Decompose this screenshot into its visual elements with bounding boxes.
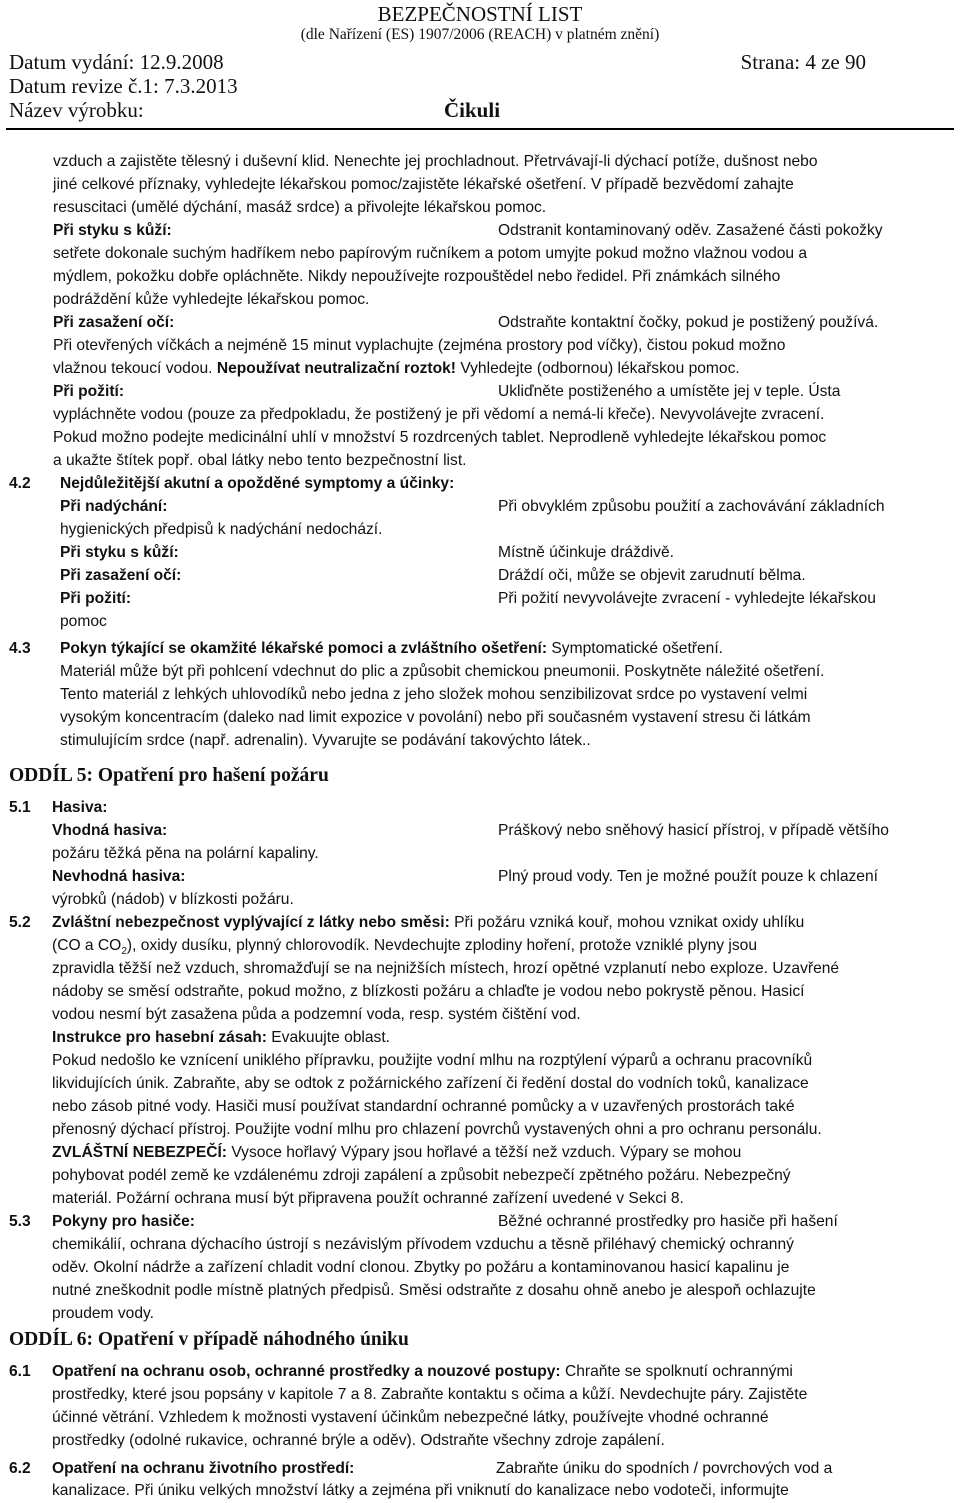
skin-contact-label: Při styku s kůží: bbox=[60, 544, 179, 561]
text-line: mýdlem, pokožku dobře opláchněte. Nikdy nepoužívejte rozpouštědel nebo ředidel. Při známkách silného bbox=[53, 268, 781, 285]
text-segment: Evakuujte oblast. bbox=[266, 1029, 391, 1046]
subsection-title: Opatření na ochranu osob, ochranné prostředky a nouzové postupy: bbox=[52, 1363, 561, 1380]
subsection-number: 5.3 bbox=[9, 1213, 31, 1230]
header-divider bbox=[6, 128, 954, 130]
text-line bbox=[60, 638, 723, 660]
text-line: chemikálií, ochrana dýchacího ústrojí s nezávislým přívodem vzduchu a těsně přiléhavý chemický ochranný bbox=[52, 1236, 794, 1253]
subsection-title: Hasiva: bbox=[52, 799, 108, 816]
text-line bbox=[52, 1027, 390, 1049]
text-line: pohybovat podél země ke vzdálenému zdroji zapálení a způsobit nebezpečí zpětného požáru. Nebezpečný bbox=[52, 1167, 791, 1184]
text-line: kanalizace. Při úniku velkých množství látky a zejména při vniknutí do kanalizace nebo vodoteči, informujte bbox=[52, 1482, 789, 1499]
revision-date: Datum revize č.1: 7.3.2013 bbox=[9, 74, 238, 98]
text-line bbox=[52, 1142, 741, 1164]
text-segment: Symptomatické ošetření. bbox=[547, 640, 724, 657]
subsection-title: Pokyn týkající se okamžité lékařské pomoci a zvláštního ošetření: bbox=[60, 640, 548, 657]
subsection-number: 5.1 bbox=[9, 799, 31, 816]
text-line: Práškový nebo sněhový hasicí přístroj, v případě většího bbox=[498, 822, 889, 839]
text-line: likvidujících únik. Zabraňte, aby se odtok z požárnického zařízení či ředění dostal do vodních toků, kanalizace bbox=[52, 1075, 809, 1092]
subsection-title: Nejdůležitější akutní a opožděné symptomy a účinky: bbox=[60, 475, 455, 492]
text-segment: ), oxidy dusíku, plynný chlorovodík. Nevdechujte zplodiny hoření, protože vzniklé plyny jsou bbox=[126, 937, 758, 954]
section-heading: ODDÍL 6: Opatření v případě náhodného úniku bbox=[9, 1329, 409, 1350]
text-line: Tento materiál z lehkých uhlovodíků nebo jedna z jeho složek mohou senzibilizovat srdce po vystavení velmi bbox=[60, 686, 808, 703]
text-line: požáru těžká pěna na polární kapaliny. bbox=[52, 845, 319, 862]
subsection-number: 6.2 bbox=[9, 1460, 31, 1477]
page-number: Strana: 4 ze 90 bbox=[740, 50, 866, 74]
ingestion-label: Při požití: bbox=[60, 590, 132, 607]
text-segment: Při požáru vzniká kouř, mohou vznikat oxidy uhlíku bbox=[449, 914, 805, 931]
unsuitable-media-label: Nevhodná hasiva: bbox=[52, 868, 186, 885]
text-line: vypláchněte vodou (pouze za předpokladu, že postižený je při vědomí a nemá-li křeče). Nevyvolávejte zvracení. bbox=[53, 406, 825, 423]
text-line bbox=[52, 935, 757, 957]
special-hazard-label: ZVLÁŠTNÍ NEBEZPEČÍ: bbox=[52, 1144, 228, 1161]
inhalation-label: Při nadýchání: bbox=[60, 498, 168, 515]
text-line: vodou nesmí být zasažena půda a podzemní voda, resp. systém čištění vod. bbox=[52, 1006, 581, 1023]
subsection-title: Zvláštní nebezpečnost vyplývající z látky nebo směsi: bbox=[52, 914, 450, 931]
text-line: proudem vody. bbox=[52, 1305, 154, 1322]
text-line: a ukažte štítek popř. obal látky nebo tento bezpečnostní list. bbox=[53, 452, 467, 469]
eye-contact-label: Při zasažení očí: bbox=[53, 314, 175, 331]
text-line: prostředky, které jsou popsány v kapitole 7 a 8. Zabraňte kontaktu s očima a kůží. Nevdechujte páry. Zajistěte bbox=[52, 1386, 808, 1403]
text-line: Při obvyklém způsobu použití a zachovávání základních bbox=[498, 498, 885, 515]
text-line: nebo zásob pitné vody. Hasiči musí používat standardní ochranné pomůcky a v uzavřených prostorách také bbox=[52, 1098, 795, 1115]
text-line: pomoc bbox=[60, 613, 107, 630]
text-line: Odstranit kontaminovaný oděv. Zasažené části pokožky bbox=[498, 222, 883, 239]
text-line: oděv. Okolní nádrže a zařízení chladit vodní clonou. Zbytky po požáru a kontaminovanou hasicí kapalinu je bbox=[52, 1259, 790, 1276]
text-line: setřete dokonale suchým hadříkem nebo papírovým ručníkem a potom umyjte pokud možno vlažnou vodou a bbox=[53, 245, 808, 262]
text-line: hygienických předpisů k nadýchání nedochází. bbox=[60, 521, 383, 538]
document-subtitle: (dle Nařízení (ES) 1907/2006 (REACH) v platném znění) bbox=[300, 26, 660, 43]
text-line bbox=[53, 358, 740, 380]
text-line: Plný proud vody. Ten je možné použít pouze k chlazení bbox=[498, 868, 878, 885]
text-line: resuscitaci (umělé dýchání, masáž srdce) a přivolejte lékařskou pomoc. bbox=[53, 199, 547, 216]
subsection-number: 6.1 bbox=[9, 1363, 31, 1380]
text-segment: Vyhledejte (odbornou) lékařskou pomoc. bbox=[455, 360, 740, 377]
suitable-media-label: Vhodná hasiva: bbox=[52, 822, 168, 839]
text-line bbox=[52, 912, 804, 934]
product-name: Čikuli bbox=[444, 98, 501, 122]
text-line: Místně účinkuje dráždivě. bbox=[498, 544, 674, 561]
text-line: nádoby se směsí odstraňte, pokud možno, z blízkosti požáru a chlaďte je vodou nebo pokrystě pěnou. Hasicí bbox=[52, 983, 805, 1000]
subsection-number: 5.2 bbox=[9, 914, 31, 931]
subsection-title: Opatření na ochranu životního prostředí: bbox=[52, 1460, 355, 1477]
text-segment: (CO a CO bbox=[52, 937, 122, 954]
text-line: Pokud možno podejte medicinální uhlí v množství 5 rozdrcených tablet. Neprodleně vyhledejte lékařskou pomoc bbox=[53, 429, 827, 446]
text-line: jiné celkové příznaky, vyhledejte lékařskou pomoc/zajistěte lékařské ošetření. V případě bezvědomí zahajte bbox=[53, 176, 794, 193]
ingestion-label: Při požití: bbox=[53, 383, 125, 400]
subsection-number: 4.2 bbox=[9, 475, 31, 492]
warning-text: Nepoužívat neutralizační roztok! bbox=[216, 360, 456, 377]
text-line: vzduch a zajistěte tělesný i duševní klid. Nenechte jej prochladnout. Přetrvávají-li dýchací potíže, dušnost nebo bbox=[53, 153, 818, 170]
section-heading: ODDÍL 5: Opatření pro hašení požáru bbox=[9, 765, 329, 786]
text-line: Dráždí oči, může se objevit zarudnutí bělma. bbox=[498, 567, 806, 584]
text-line: Při otevřených víčkách a nejméně 15 minut vyplachujte (zejména prostory pod víčky), čistou pokud možno bbox=[53, 337, 786, 354]
text-line: vysokým koncentracím (daleko nad limit expozice v povolání) nebo při současném vystavení stresu či látkám bbox=[60, 709, 811, 726]
text-line: Odstraňte kontaktní čočky, pokud je postižený používá. bbox=[498, 314, 879, 331]
text-segment: Vysoce hořlavý Výpary jsou hořlavé a těžší než vzduch. Výpary se mohou bbox=[227, 1144, 742, 1161]
text-line: materiál. Požární ochrana musí být připravena použít ochranné zařízení uvedené v Sekci 8. bbox=[52, 1190, 684, 1207]
subsection-number: 4.3 bbox=[9, 640, 31, 657]
text-segment: vlažnou tekoucí vodou. bbox=[53, 360, 217, 377]
skin-contact-label: Při styku s kůží: bbox=[53, 222, 172, 239]
subsection-title: Pokyny pro hasiče: bbox=[52, 1213, 195, 1230]
text-line: nutné zneškodnit podle místně platných předpisů. Směsi odstraňte z dosahu ohně anebo je alespoň ochlazujte bbox=[52, 1282, 816, 1299]
text-line: podráždění kůže vyhledejte lékařskou pomoc. bbox=[53, 291, 370, 308]
subscript: 2 bbox=[121, 946, 127, 958]
text-line: Běžné ochranné prostředky pro hasiče při hašení bbox=[498, 1213, 838, 1230]
text-line bbox=[52, 1361, 793, 1383]
instructions-label: Instrukce pro hasební zásah: bbox=[52, 1029, 267, 1046]
text-line: účinné větrání. Vzhledem k možnosti vystavení účinkům nebezpečné látky, používejte vhodné ochranné bbox=[52, 1409, 769, 1426]
text-line: stimulujícím srdce (např. adrenalin). Vyvarujte se podávání takovýchto látek.. bbox=[60, 732, 591, 749]
text-line: prostředky (odolné rukavice, ochranné brýle a oděv). Odstraňte všechny zdroje zapálení. bbox=[52, 1432, 665, 1449]
eye-contact-label: Při zasažení očí: bbox=[60, 567, 182, 584]
text-line: Pokud nedošlo ke vznícení uniklého přípravku, použijte vodní mlhu na rozptýlení výparů a ochranu pracovníků bbox=[52, 1052, 813, 1069]
text-line: Materiál může být při pohlcení vdechnut do plic a způsobit chemickou pneumonii. Poskytněte náležité ošetření. bbox=[60, 663, 825, 680]
text-line: Při požití nevyvolávejte zvracení - vyhledejte lékařskou bbox=[498, 590, 876, 607]
document-title: BEZPEČNOSTNÍ LIST bbox=[377, 2, 583, 26]
issue-date: Datum vydání: 12.9.2008 bbox=[9, 50, 224, 74]
text-segment: Chraňte se spolknutí ochrannými bbox=[560, 1363, 793, 1380]
text-line: přenosný dýchací přístroj. Použijte vodní mlhu pro chlazení povrchů vystavených ohni a pro ochranu personálu. bbox=[52, 1121, 822, 1138]
text-line: výrobků (nádob) v blízkosti požáru. bbox=[52, 891, 294, 908]
text-line: Ukliďněte postiženého a umístěte jej v teple. Ústa bbox=[498, 383, 841, 400]
text-line: zpravidla těžší než vzduch, shromažďují se na nejnižších místech, hrozí opětné vzplanutí nebo exploze. Uzavřené bbox=[52, 960, 840, 977]
product-label: Název výrobku: bbox=[9, 98, 144, 122]
text-line: Zabraňte úniku do spodních / povrchových vod a bbox=[496, 1460, 833, 1477]
